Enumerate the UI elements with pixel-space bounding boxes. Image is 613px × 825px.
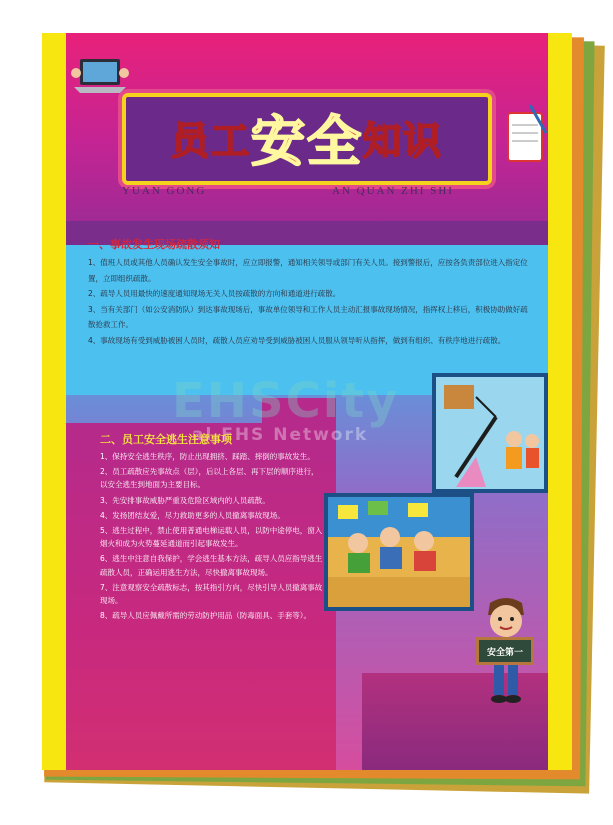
section1-item: 4、事故现场有受到威胁被困人员时，疏散人员应劝导受到威胁被困人员服从领导听从指挥，做到有组织、有秩序地进行疏散。 (88, 335, 506, 345)
cheering-people-icon (324, 493, 474, 611)
section1-item: 3、当有关部门（如公安消防队）到达事故现场后，事故单位领导和工作人员主动汇报事故现场情况，指挥权上移后，积极协助做好疏散抢救工作。 (88, 304, 528, 329)
title-part3: 知识 (363, 118, 444, 163)
section1-heading: 一、事故发生现场疏散须知 (88, 238, 220, 251)
pinyin-right: AN QUAN ZHI SHI (332, 185, 454, 197)
section2-item: 5、逃生过程中，禁止使用普通电梯运载人员，以防中途停电，窗入烟火和成为火势蔓延通道而引起事故发生。 (100, 526, 323, 549)
title-part2: 安全 (251, 109, 363, 173)
section2-item: 4、发扬团结友爱，尽力救助更多的人员撤离事故现场。 (100, 510, 285, 520)
pinyin-left: YUAN GONG (122, 185, 207, 197)
laptop-hands-icon (70, 53, 130, 97)
left-border (42, 33, 66, 770)
notebook-pen-icon (500, 103, 550, 169)
section1-list (88, 255, 528, 348)
construction-crane-icon (432, 373, 548, 493)
section2-item: 2、员工疏散应先事故点（层），后以上各层、再下层的顺序进行，以安全逃生到地面为主要目标。 (100, 467, 319, 490)
right-border (548, 33, 572, 770)
section2-item: 6、逃生中注意自我保护，学会逃生基本方法，疏导人员应指导逃生疏散人员，正确运用逃生方法，尽快撤离事故现场。 (100, 554, 323, 577)
section2-heading: 二、员工安全逃生注意事项 (100, 433, 232, 446)
watermark-sub: al EHS Network (192, 425, 369, 445)
page-title (122, 97, 492, 177)
section1-item: 2、疏导人员用最快的速度通知现场无关人员按疏散的方向和通道进行疏散。 (88, 289, 341, 298)
board-text: 安全第一 (486, 647, 523, 658)
section2-item: 1、保持安全逃生秩序，防止出现拥挤、踩踏、摔倒的事故发生。 (100, 452, 315, 461)
safety-poster (42, 33, 572, 770)
safety-first-board (476, 637, 534, 665)
section2-item: 7、注意观察安全疏散标志，按其指引方向，尽快引导人员撤离事故现场。 (100, 582, 323, 606)
section2-item: 3、先安排事故威胁严重及危险区域内的人员疏散。 (100, 495, 270, 505)
section2-item: 8、疏导人员应佩戴所需的劳动防护用品（防毒面具、手套等）。 (100, 611, 312, 621)
watermark-main: EHSCity (172, 373, 400, 429)
title-part1: 员工 (170, 118, 251, 163)
section1-item: 1、值班人员或其他人员确认发生安全事故时，应立即报警，通知相关领导或部门有关人员。接到警报后，应按各负责部位进入指定位置，立即组织疏散。 (88, 258, 528, 283)
section2-list (100, 450, 326, 624)
